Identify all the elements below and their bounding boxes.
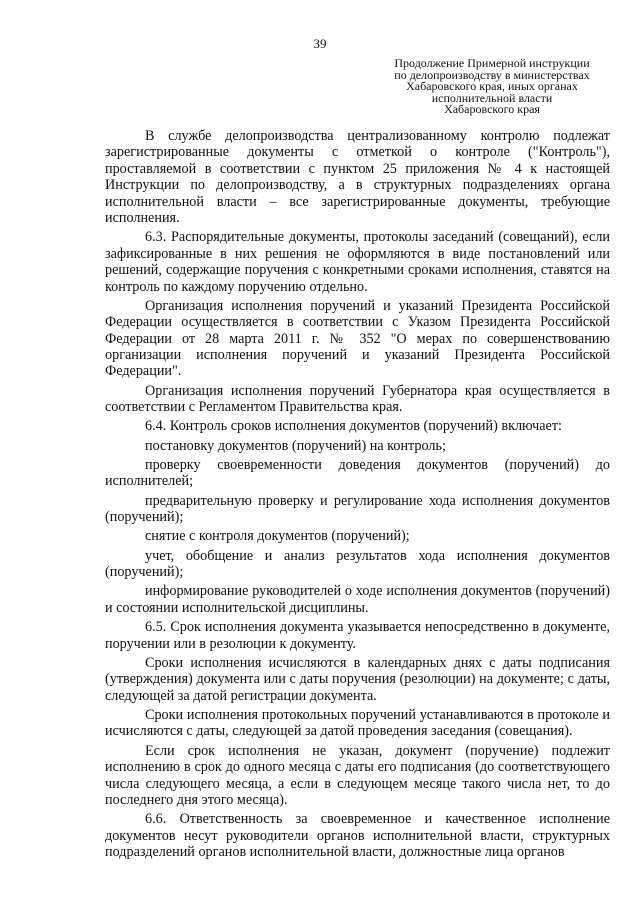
- page-number: 39: [313, 36, 327, 51]
- running-header: [372, 58, 612, 116]
- paragraph: 6.3. Распорядительные документы, протоколы заседаний (совещаний), если зафиксированные в них решения не оформляются в виде постановлений или решений, содержащие поручения с конкретными сроками исполнения, ставятся на контроль по каждому поручению отдельно.: [105, 229, 610, 295]
- paragraph: 6.5. Срок исполнения документа указывается непосредственно в документе, поручении или в резолюции к документу.: [105, 619, 610, 652]
- paragraph: информирование руководителей о ходе исполнения документов (поручений) и состоянии исполнительской дисциплины.: [105, 583, 610, 616]
- header-line: исполнительной власти: [431, 90, 553, 105]
- paragraph: 6.6. Ответственность за своевременное и качественное исполнение документов несут руководители органов исполнительной власти, структурных подразделений органов исполнительной власти, должностные лица органов: [105, 811, 610, 861]
- header-line: Продолжение Примерной инструкции: [394, 56, 590, 70]
- header-line: по делопроизводству в министерствах: [394, 67, 590, 82]
- header-line: Хабаровского края: [444, 102, 540, 116]
- paragraph: предварительную проверку и регулирование хода исполнения документов (поручений);: [105, 492, 610, 526]
- paragraph: постановку документов (поручений) на контроль;: [145, 437, 446, 454]
- header-line: Хабаровского края, иных органах: [406, 79, 578, 93]
- paragraph: Сроки исполнения исчисляются в календарных днях с даты подписания (утверждения) документа или с даты поручения (резолюции) на документе; с даты, следующей за датой регистрации документа.: [105, 654, 610, 704]
- paragraph: проверку своевременности доведения документов (поручений) до исполнителей;: [105, 457, 610, 490]
- paragraph: Сроки исполнения протокольных поручений устанавливаются в протоколе и исчисляются с даты, следующей за датой проведения заседания (совещания).: [105, 706, 610, 740]
- body-text: [105, 128, 610, 863]
- paragraph: снятие с контроля документов (поручений);: [145, 528, 410, 545]
- paragraph: Организация исполнения поручений Губернатора края осуществляется в соответствии с Регламентом Правительства края.: [105, 382, 610, 416]
- paragraph: В службе делопроизводства централизованному контролю подлежат зарегистрированные документы с отметкой о контроле ("Контроль"), проставляемой в соответствии с пунктом 25 приложения № 4 к настоящей Инструкции по делопроизводству, а в структурных подразделениях органа исполнительной власти – все зарегистрированные документы, требующие исполнения.: [105, 128, 610, 227]
- paragraph: Организация исполнения поручений и указаний Президента Российской Федерации осуществляется в соответствии с Указом Президента Российской Федерации от 28 марта 2011 г. № 352 "О мерах по совершенствованию организации исполнения поручений и указаний Президента Российской Федерации".: [105, 297, 610, 380]
- paragraph: Если срок исполнения не указан, документ (поручение) подлежит исполнению в срок до одного месяца с даты его подписания (до соответствующего числа следующего месяца, а если в следующем месяце такого числа нет, то до последнего дня этого месяца).: [105, 742, 610, 808]
- paragraph: учет, обобщение и анализ результатов хода исполнения документов (поручений);: [105, 547, 610, 581]
- paragraph: 6.4. Контроль сроков исполнения документов (поручений) включает:: [145, 418, 562, 435]
